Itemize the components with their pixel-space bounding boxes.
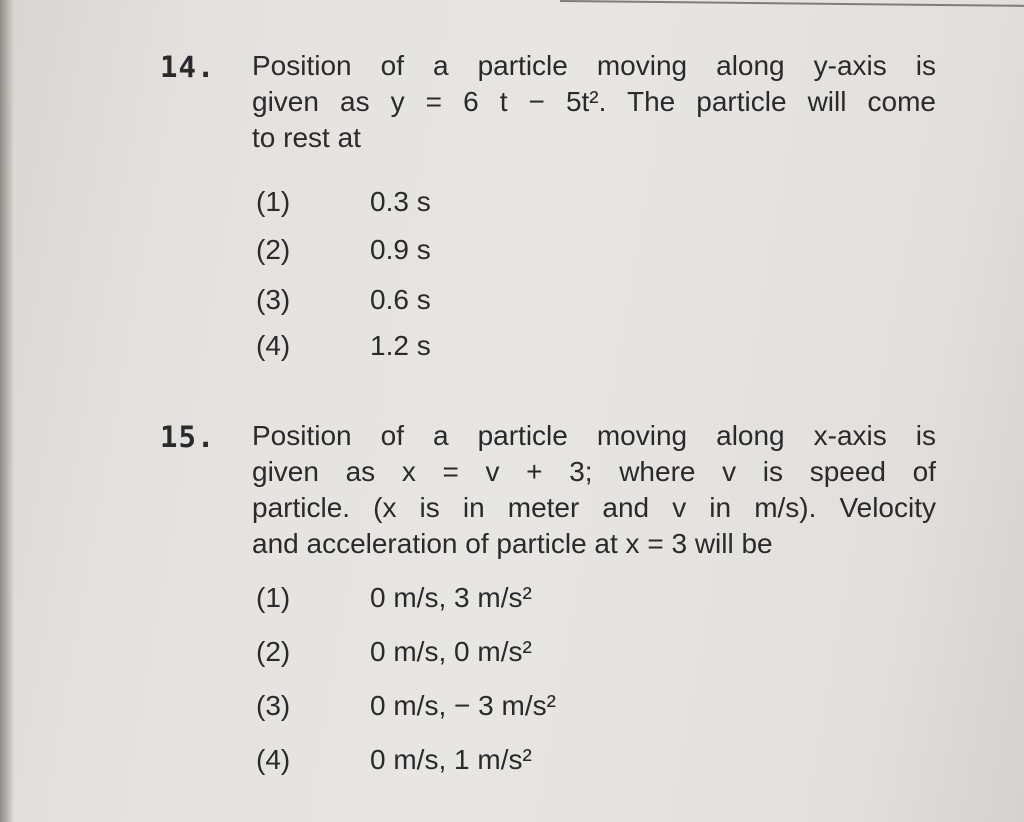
question-text-line: Position of a particle moving along x-axis is (252, 420, 936, 451)
option-2[interactable] (256, 234, 431, 266)
option-value: 0 m/s, 0 m/s² (370, 636, 532, 667)
question-text-line: given as x = v + 3; where v is speed of (252, 456, 936, 487)
option-value: 0.6 s (370, 284, 431, 315)
option-value: 0 m/s, − 3 m/s² (370, 690, 556, 721)
option-number: (2) (256, 636, 291, 667)
option-number: (3) (256, 690, 291, 721)
question-text-line: given as y = 6 t − 5t². The particle will come (252, 86, 936, 117)
option-number: (3) (256, 284, 291, 315)
question-number: 14. (160, 50, 216, 84)
option-number: (4) (256, 330, 291, 361)
option-number: (1) (256, 582, 291, 613)
question-text (252, 48, 936, 156)
question-text (252, 418, 936, 562)
question-number: 15. (160, 420, 216, 454)
question-text-line: and acceleration of particle at x = 3 will be (252, 528, 773, 559)
option-4[interactable] (256, 330, 431, 362)
option-4[interactable] (256, 744, 532, 776)
question-text-line: particle. (x is in meter and v in m/s). Velocity (252, 492, 936, 523)
option-number: (2) (256, 234, 291, 265)
option-3[interactable] (256, 690, 556, 722)
question-text-line: Position of a particle moving along y-axis is (252, 50, 936, 81)
option-1[interactable] (256, 582, 532, 614)
page-binding-shadow (0, 0, 14, 822)
option-value: 1.2 s (370, 330, 431, 361)
page-top-edge (560, 0, 1024, 25)
question-text-line: to rest at (252, 122, 361, 153)
option-value: 0 m/s, 1 m/s² (370, 744, 532, 775)
option-value: 0.9 s (370, 234, 431, 265)
option-number: (4) (256, 744, 291, 775)
option-3[interactable] (256, 284, 431, 316)
option-2[interactable] (256, 636, 532, 668)
option-value: 0.3 s (370, 186, 431, 217)
option-1[interactable] (256, 186, 431, 218)
option-number: (1) (256, 186, 291, 217)
option-value: 0 m/s, 3 m/s² (370, 582, 532, 613)
